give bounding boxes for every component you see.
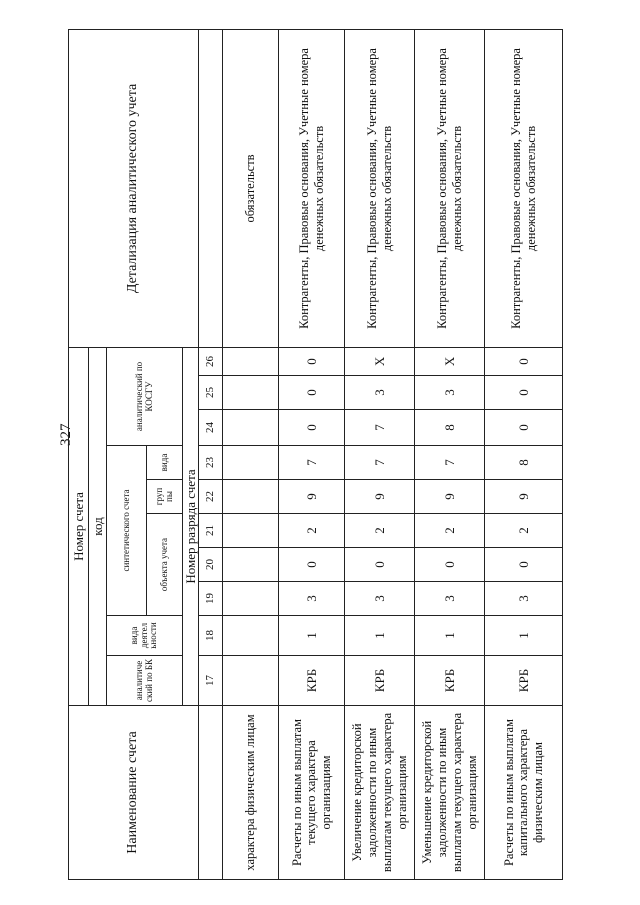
row-name: Расчеты по иным выплатам текущего характера организациям bbox=[279, 706, 345, 880]
table-row bbox=[415, 29, 485, 879]
cell-activity: 1 bbox=[485, 616, 563, 656]
cell-object-3: 2 bbox=[279, 514, 345, 548]
cell-activity: 1 bbox=[415, 616, 485, 656]
rotated-page bbox=[68, 30, 546, 880]
cell-group: 9 bbox=[279, 480, 345, 514]
cell-object-1: 3 bbox=[345, 582, 415, 616]
digit-23: 23 bbox=[199, 446, 223, 480]
cell-analytical-bk: КРБ bbox=[485, 656, 563, 706]
digit-24: 24 bbox=[199, 410, 223, 446]
cell-activity: 1 bbox=[345, 616, 415, 656]
table-row bbox=[345, 29, 415, 879]
cell-object-3 bbox=[223, 514, 279, 548]
header-digits-spacer-left bbox=[199, 706, 223, 880]
row-name: Расчеты по иным выплатам капитального характера физическим лицам bbox=[485, 706, 563, 880]
cell-analytical-bk bbox=[223, 656, 279, 706]
cell-object-2: 0 bbox=[485, 548, 563, 582]
cell-group: 9 bbox=[415, 480, 485, 514]
page-number: 327 bbox=[58, 423, 74, 446]
cell-kosgu-3: Х bbox=[415, 347, 485, 375]
cell-kind bbox=[223, 446, 279, 480]
cell-object-2: 0 bbox=[279, 548, 345, 582]
digit-18: 18 bbox=[199, 616, 223, 656]
header-kind: вида bbox=[147, 446, 183, 480]
header-digits-spacer-right bbox=[199, 29, 223, 347]
header-digits-row bbox=[199, 29, 223, 879]
cell-kosgu-2: 0 bbox=[279, 376, 345, 410]
header-code: код bbox=[89, 347, 107, 705]
row-detail: Контрагенты, Правовые основания, Учетные номера денежных обязательств bbox=[279, 29, 345, 347]
cell-group bbox=[223, 480, 279, 514]
row-name: характера физическим лицам bbox=[223, 706, 279, 880]
header-activity-type: вида деятел ьности bbox=[107, 616, 183, 656]
header-name-col: Наименование счета bbox=[69, 706, 199, 880]
cell-object-1 bbox=[223, 582, 279, 616]
cell-kosgu-3: 0 bbox=[279, 347, 345, 375]
cell-kosgu-1: 0 bbox=[279, 410, 345, 446]
header-group: груп пы bbox=[147, 480, 183, 514]
row-detail: Контрагенты, Правовые основания, Учетные номера денежных обязательств bbox=[485, 29, 563, 347]
table-row bbox=[223, 29, 279, 879]
cell-object-3: 2 bbox=[345, 514, 415, 548]
row-name: Уменьшение кредиторской задолженности по иным выплатам текущего характера организациям bbox=[415, 706, 485, 880]
cell-object-2: 0 bbox=[345, 548, 415, 582]
table-row bbox=[279, 29, 345, 879]
row-detail: обязательств bbox=[223, 29, 279, 347]
header-object: объекта учета bbox=[147, 514, 183, 616]
header-digit-number: Номер разряда счета bbox=[183, 347, 199, 705]
digit-20: 20 bbox=[199, 548, 223, 582]
row-name: Увеличение кредиторской задолженности по иным выплатам текущего характера организациям bbox=[345, 706, 415, 880]
cell-group: 9 bbox=[345, 480, 415, 514]
digit-17: 17 bbox=[199, 656, 223, 706]
cell-kind: 8 bbox=[485, 446, 563, 480]
cell-kind: 7 bbox=[345, 446, 415, 480]
cell-analytical-bk: КРБ bbox=[279, 656, 345, 706]
header-synthetic: синтетического счета bbox=[107, 446, 147, 616]
cell-kosgu-2: 0 bbox=[485, 376, 563, 410]
digit-26: 26 bbox=[199, 347, 223, 375]
cell-activity bbox=[223, 616, 279, 656]
cell-kosgu-3: 0 bbox=[485, 347, 563, 375]
cell-kosgu-2: 3 bbox=[345, 376, 415, 410]
table-row bbox=[485, 29, 563, 879]
digit-22: 22 bbox=[199, 480, 223, 514]
cell-kosgu-3 bbox=[223, 347, 279, 375]
cell-object-1: 3 bbox=[415, 582, 485, 616]
accounts-table bbox=[68, 29, 563, 880]
header-detail-col: Детализация аналитического учета bbox=[69, 29, 199, 347]
cell-analytical-bk: КРБ bbox=[345, 656, 415, 706]
cell-kosgu-2 bbox=[223, 376, 279, 410]
row-detail: Контрагенты, Правовые основания, Учетные номера денежных обязательств bbox=[345, 29, 415, 347]
cell-object-2 bbox=[223, 548, 279, 582]
digit-21: 21 bbox=[199, 514, 223, 548]
header-account-number: Номер счета bbox=[69, 347, 89, 705]
digit-19: 19 bbox=[199, 582, 223, 616]
cell-object-3: 2 bbox=[415, 514, 485, 548]
digit-25: 25 bbox=[199, 376, 223, 410]
cell-kind: 7 bbox=[415, 446, 485, 480]
cell-kosgu-2: 3 bbox=[415, 376, 485, 410]
row-detail: Контрагенты, Правовые основания, Учетные номера денежных обязательств bbox=[415, 29, 485, 347]
header-row-1 bbox=[69, 29, 89, 879]
cell-kosgu-1: 8 bbox=[415, 410, 485, 446]
cell-object-1: 3 bbox=[485, 582, 563, 616]
cell-kosgu-1: 7 bbox=[345, 410, 415, 446]
cell-object-2: 0 bbox=[415, 548, 485, 582]
cell-object-1: 3 bbox=[279, 582, 345, 616]
cell-activity: 1 bbox=[279, 616, 345, 656]
cell-object-3: 2 bbox=[485, 514, 563, 548]
cell-analytical-bk: КРБ bbox=[415, 656, 485, 706]
cell-kind: 7 bbox=[279, 446, 345, 480]
cell-kosgu-1 bbox=[223, 410, 279, 446]
header-analytical-bk: аналитиче ский по БК bbox=[107, 656, 183, 706]
cell-kosgu-3: Х bbox=[345, 347, 415, 375]
cell-group: 9 bbox=[485, 480, 563, 514]
header-analytical-kosgu: аналитический по КОСГУ bbox=[107, 347, 183, 445]
cell-kosgu-1: 0 bbox=[485, 410, 563, 446]
